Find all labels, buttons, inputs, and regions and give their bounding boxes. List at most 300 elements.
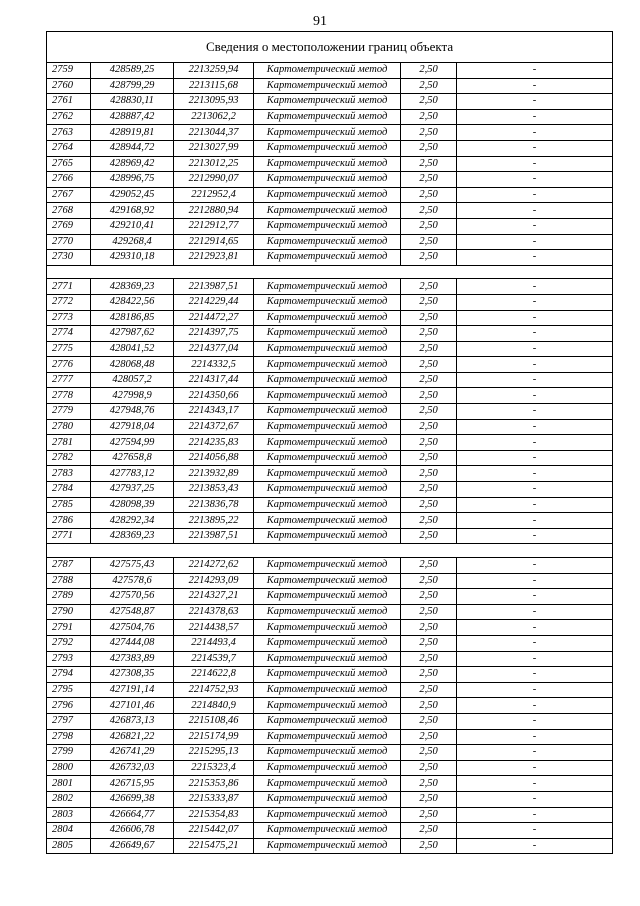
table-row <box>47 357 613 373</box>
table-body <box>47 32 613 854</box>
accuracy-cell: 2,50 <box>401 218 457 234</box>
table-row <box>47 760 613 776</box>
accuracy-cell: 2,50 <box>401 156 457 172</box>
x-coordinate-cell: 429310,18 <box>91 250 174 266</box>
accuracy-cell: 2,50 <box>401 651 457 667</box>
x-coordinate-cell: 426699,38 <box>91 791 174 807</box>
description-cell: - <box>457 497 613 513</box>
accuracy-cell: 2,50 <box>401 341 457 357</box>
y-coordinate-cell: 2215174,99 <box>174 729 254 745</box>
table-row <box>47 404 613 420</box>
table-row <box>47 698 613 714</box>
accuracy-cell: 2,50 <box>401 482 457 498</box>
x-coordinate-cell: 427383,89 <box>91 651 174 667</box>
y-coordinate-cell: 2214327,21 <box>174 589 254 605</box>
accuracy-cell: 2,50 <box>401 450 457 466</box>
x-coordinate-cell: 428919,81 <box>91 125 174 141</box>
y-coordinate-cell: 2214343,17 <box>174 404 254 420</box>
y-coordinate-cell: 2215353,86 <box>174 776 254 792</box>
table-row <box>47 279 613 295</box>
description-cell: - <box>457 218 613 234</box>
table-row <box>47 807 613 823</box>
x-coordinate-cell: 428799,29 <box>91 78 174 94</box>
table-row <box>47 156 613 172</box>
point-number-cell: 2771 <box>47 279 91 295</box>
method-cell: Картометрический метод <box>254 482 401 498</box>
method-cell: Картометрический метод <box>254 528 401 544</box>
method-cell: Картометрический метод <box>254 791 401 807</box>
description-cell: - <box>457 372 613 388</box>
method-cell: Картометрический метод <box>254 326 401 342</box>
y-coordinate-cell: 2213987,51 <box>174 528 254 544</box>
accuracy-cell: 2,50 <box>401 419 457 435</box>
y-coordinate-cell: 2212912,77 <box>174 218 254 234</box>
method-cell: Картометрический метод <box>254 125 401 141</box>
point-number-cell: 2804 <box>47 823 91 839</box>
table-row <box>47 729 613 745</box>
method-cell: Картометрический метод <box>254 682 401 698</box>
method-cell: Картометрический метод <box>254 776 401 792</box>
point-number-cell: 2796 <box>47 698 91 714</box>
y-coordinate-cell: 2214056,88 <box>174 450 254 466</box>
accuracy-cell: 2,50 <box>401 466 457 482</box>
description-cell: - <box>457 172 613 188</box>
accuracy-cell: 2,50 <box>401 729 457 745</box>
x-coordinate-cell: 428969,42 <box>91 156 174 172</box>
accuracy-cell: 2,50 <box>401 807 457 823</box>
y-coordinate-cell: 2214377,04 <box>174 341 254 357</box>
method-cell: Картометрический метод <box>254 404 401 420</box>
table-row <box>47 372 613 388</box>
description-cell: - <box>457 450 613 466</box>
method-cell: Картометрический метод <box>254 279 401 295</box>
table-row <box>47 326 613 342</box>
y-coordinate-cell: 2213895,22 <box>174 513 254 529</box>
y-coordinate-cell: 2213044,37 <box>174 125 254 141</box>
table-row <box>47 558 613 574</box>
y-coordinate-cell: 2214539,7 <box>174 651 254 667</box>
method-cell: Картометрический метод <box>254 729 401 745</box>
description-cell: - <box>457 419 613 435</box>
accuracy-cell: 2,50 <box>401 234 457 250</box>
y-coordinate-cell: 2212880,94 <box>174 203 254 219</box>
description-cell: - <box>457 187 613 203</box>
table-row <box>47 713 613 729</box>
accuracy-cell: 2,50 <box>401 203 457 219</box>
point-number-cell: 2788 <box>47 573 91 589</box>
accuracy-cell: 2,50 <box>401 279 457 295</box>
method-cell: Картометрический метод <box>254 760 401 776</box>
table-row <box>47 172 613 188</box>
point-number-cell: 2793 <box>47 651 91 667</box>
x-coordinate-cell: 429210,41 <box>91 218 174 234</box>
point-number-cell: 2775 <box>47 341 91 357</box>
method-cell: Картометрический метод <box>254 698 401 714</box>
y-coordinate-cell: 2214472,27 <box>174 310 254 326</box>
point-number-cell: 2777 <box>47 372 91 388</box>
description-cell: - <box>457 589 613 605</box>
description-cell: - <box>457 667 613 683</box>
y-coordinate-cell: 2214350,66 <box>174 388 254 404</box>
description-cell: - <box>457 125 613 141</box>
y-coordinate-cell: 2214235,83 <box>174 435 254 451</box>
accuracy-cell: 2,50 <box>401 78 457 94</box>
table-row <box>47 94 613 110</box>
x-coordinate-cell: 427594,99 <box>91 435 174 451</box>
x-coordinate-cell: 429168,92 <box>91 203 174 219</box>
accuracy-cell: 2,50 <box>401 558 457 574</box>
point-number-cell: 2774 <box>47 326 91 342</box>
x-coordinate-cell: 427578,6 <box>91 573 174 589</box>
description-cell: - <box>457 745 613 761</box>
x-coordinate-cell: 429268,4 <box>91 234 174 250</box>
description-cell: - <box>457 791 613 807</box>
accuracy-cell: 2,50 <box>401 388 457 404</box>
accuracy-cell: 2,50 <box>401 250 457 266</box>
method-cell: Картометрический метод <box>254 250 401 266</box>
method-cell: Картометрический метод <box>254 823 401 839</box>
accuracy-cell: 2,50 <box>401 838 457 854</box>
x-coordinate-cell: 428041,52 <box>91 341 174 357</box>
y-coordinate-cell: 2214493,4 <box>174 635 254 651</box>
method-cell: Картометрический метод <box>254 589 401 605</box>
accuracy-cell: 2,50 <box>401 294 457 310</box>
description-cell: - <box>457 310 613 326</box>
method-cell: Картометрический метод <box>254 745 401 761</box>
y-coordinate-cell: 2215323,4 <box>174 760 254 776</box>
point-number-cell: 2789 <box>47 589 91 605</box>
y-coordinate-cell: 2213932,89 <box>174 466 254 482</box>
table-row <box>47 682 613 698</box>
y-coordinate-cell: 2214372,67 <box>174 419 254 435</box>
y-coordinate-cell: 2214272,62 <box>174 558 254 574</box>
table-row <box>47 513 613 529</box>
x-coordinate-cell: 426873,13 <box>91 713 174 729</box>
table-row <box>47 435 613 451</box>
table-row <box>47 573 613 589</box>
x-coordinate-cell: 428996,75 <box>91 172 174 188</box>
x-coordinate-cell: 426715,95 <box>91 776 174 792</box>
point-number-cell: 2772 <box>47 294 91 310</box>
x-coordinate-cell: 427191,14 <box>91 682 174 698</box>
point-number-cell: 2805 <box>47 838 91 854</box>
point-number-cell: 2784 <box>47 482 91 498</box>
table-row <box>47 497 613 513</box>
y-coordinate-cell: 2213062,2 <box>174 109 254 125</box>
description-cell: - <box>457 404 613 420</box>
table-row <box>47 294 613 310</box>
table-row <box>47 482 613 498</box>
accuracy-cell: 2,50 <box>401 682 457 698</box>
description-cell: - <box>457 341 613 357</box>
x-coordinate-cell: 427504,76 <box>91 620 174 636</box>
description-cell: - <box>457 635 613 651</box>
description-cell: - <box>457 203 613 219</box>
contour-separator-row <box>47 544 613 558</box>
x-coordinate-cell: 427937,25 <box>91 482 174 498</box>
x-coordinate-cell: 428589,25 <box>91 63 174 79</box>
y-coordinate-cell: 2212952,4 <box>174 187 254 203</box>
accuracy-cell: 2,50 <box>401 745 457 761</box>
description-cell: - <box>457 156 613 172</box>
point-number-cell: 2768 <box>47 203 91 219</box>
method-cell: Картометрический метод <box>254 78 401 94</box>
x-coordinate-cell: 426649,67 <box>91 838 174 854</box>
table-row <box>47 310 613 326</box>
point-number-cell: 2767 <box>47 187 91 203</box>
point-number-cell: 2759 <box>47 63 91 79</box>
y-coordinate-cell: 2212923,81 <box>174 250 254 266</box>
accuracy-cell: 2,50 <box>401 604 457 620</box>
method-cell: Картометрический метод <box>254 63 401 79</box>
method-cell: Картометрический метод <box>254 234 401 250</box>
point-number-cell: 2770 <box>47 234 91 250</box>
point-number-cell: 2795 <box>47 682 91 698</box>
table-row <box>47 791 613 807</box>
y-coordinate-cell: 2213259,94 <box>174 63 254 79</box>
y-coordinate-cell: 2214378,63 <box>174 604 254 620</box>
method-cell: Картометрический метод <box>254 218 401 234</box>
description-cell: - <box>457 94 613 110</box>
x-coordinate-cell: 428369,23 <box>91 528 174 544</box>
table-row <box>47 745 613 761</box>
point-number-cell: 2781 <box>47 435 91 451</box>
y-coordinate-cell: 2215442,07 <box>174 823 254 839</box>
method-cell: Картометрический метод <box>254 713 401 729</box>
boundary-coordinates-table <box>46 31 613 854</box>
table-row <box>47 203 613 219</box>
x-coordinate-cell: 427101,46 <box>91 698 174 714</box>
table-row <box>47 604 613 620</box>
accuracy-cell: 2,50 <box>401 172 457 188</box>
y-coordinate-cell: 2215295,13 <box>174 745 254 761</box>
table-row <box>47 635 613 651</box>
table-row <box>47 388 613 404</box>
accuracy-cell: 2,50 <box>401 435 457 451</box>
accuracy-cell: 2,50 <box>401 713 457 729</box>
description-cell: - <box>457 326 613 342</box>
accuracy-cell: 2,50 <box>401 404 457 420</box>
y-coordinate-cell: 2213115,68 <box>174 78 254 94</box>
description-cell: - <box>457 620 613 636</box>
y-coordinate-cell: 2213853,43 <box>174 482 254 498</box>
description-cell: - <box>457 109 613 125</box>
point-number-cell: 2766 <box>47 172 91 188</box>
description-cell: - <box>457 250 613 266</box>
point-number-cell: 2790 <box>47 604 91 620</box>
description-cell: - <box>457 604 613 620</box>
method-cell: Картометрический метод <box>254 172 401 188</box>
description-cell: - <box>457 78 613 94</box>
method-cell: Картометрический метод <box>254 558 401 574</box>
accuracy-cell: 2,50 <box>401 357 457 373</box>
description-cell: - <box>457 63 613 79</box>
table-row <box>47 218 613 234</box>
point-number-cell: 2801 <box>47 776 91 792</box>
method-cell: Картометрический метод <box>254 807 401 823</box>
accuracy-cell: 2,50 <box>401 791 457 807</box>
point-number-cell: 2785 <box>47 497 91 513</box>
table-row <box>47 109 613 125</box>
method-cell: Картометрический метод <box>254 94 401 110</box>
method-cell: Картометрический метод <box>254 435 401 451</box>
y-coordinate-cell: 2214752,93 <box>174 682 254 698</box>
y-coordinate-cell: 2214622,8 <box>174 667 254 683</box>
method-cell: Картометрический метод <box>254 372 401 388</box>
x-coordinate-cell: 428944,72 <box>91 140 174 156</box>
description-cell: - <box>457 140 613 156</box>
description-cell: - <box>457 513 613 529</box>
accuracy-cell: 2,50 <box>401 823 457 839</box>
table-row <box>47 450 613 466</box>
y-coordinate-cell: 2213027,99 <box>174 140 254 156</box>
table-row <box>47 823 613 839</box>
method-cell: Картометрический метод <box>254 187 401 203</box>
y-coordinate-cell: 2215333,87 <box>174 791 254 807</box>
contour-separator-row <box>47 265 613 279</box>
method-cell: Картометрический метод <box>254 109 401 125</box>
method-cell: Картометрический метод <box>254 838 401 854</box>
description-cell: - <box>457 388 613 404</box>
accuracy-cell: 2,50 <box>401 109 457 125</box>
y-coordinate-cell: 2213836,78 <box>174 497 254 513</box>
y-coordinate-cell: 2214840,9 <box>174 698 254 714</box>
accuracy-cell: 2,50 <box>401 94 457 110</box>
description-cell: - <box>457 682 613 698</box>
table-row <box>47 78 613 94</box>
point-number-cell: 2760 <box>47 78 91 94</box>
method-cell: Картометрический метод <box>254 294 401 310</box>
point-number-cell: 2803 <box>47 807 91 823</box>
x-coordinate-cell: 426664,77 <box>91 807 174 823</box>
method-cell: Картометрический метод <box>254 604 401 620</box>
method-cell: Картометрический метод <box>254 667 401 683</box>
accuracy-cell: 2,50 <box>401 698 457 714</box>
y-coordinate-cell: 2215354,83 <box>174 807 254 823</box>
x-coordinate-cell: 426741,29 <box>91 745 174 761</box>
description-cell: - <box>457 651 613 667</box>
method-cell: Картометрический метод <box>254 513 401 529</box>
x-coordinate-cell: 428068,48 <box>91 357 174 373</box>
x-coordinate-cell: 427570,56 <box>91 589 174 605</box>
x-coordinate-cell: 428292,34 <box>91 513 174 529</box>
method-cell: Картометрический метод <box>254 341 401 357</box>
accuracy-cell: 2,50 <box>401 776 457 792</box>
point-number-cell: 2780 <box>47 419 91 435</box>
method-cell: Картометрический метод <box>254 388 401 404</box>
description-cell: - <box>457 466 613 482</box>
point-number-cell: 2769 <box>47 218 91 234</box>
table-row <box>47 589 613 605</box>
contour-separator <box>47 265 613 279</box>
method-cell: Картометрический метод <box>254 497 401 513</box>
method-cell: Картометрический метод <box>254 573 401 589</box>
method-cell: Картометрический метод <box>254 450 401 466</box>
x-coordinate-cell: 428887,42 <box>91 109 174 125</box>
x-coordinate-cell: 427658,8 <box>91 450 174 466</box>
description-cell: - <box>457 807 613 823</box>
accuracy-cell: 2,50 <box>401 187 457 203</box>
method-cell: Картометрический метод <box>254 357 401 373</box>
y-coordinate-cell: 2214317,44 <box>174 372 254 388</box>
method-cell: Картометрический метод <box>254 620 401 636</box>
x-coordinate-cell: 426606,78 <box>91 823 174 839</box>
point-number-cell: 2786 <box>47 513 91 529</box>
method-cell: Картометрический метод <box>254 140 401 156</box>
x-coordinate-cell: 427575,43 <box>91 558 174 574</box>
accuracy-cell: 2,50 <box>401 310 457 326</box>
point-number-cell: 2776 <box>47 357 91 373</box>
description-cell: - <box>457 482 613 498</box>
table-row <box>47 620 613 636</box>
table-row <box>47 63 613 79</box>
accuracy-cell: 2,50 <box>401 513 457 529</box>
accuracy-cell: 2,50 <box>401 635 457 651</box>
x-coordinate-cell: 427783,12 <box>91 466 174 482</box>
point-number-cell: 2787 <box>47 558 91 574</box>
accuracy-cell: 2,50 <box>401 497 457 513</box>
table-row <box>47 250 613 266</box>
point-number-cell: 2792 <box>47 635 91 651</box>
point-number-cell: 2765 <box>47 156 91 172</box>
description-cell: - <box>457 713 613 729</box>
point-number-cell: 2773 <box>47 310 91 326</box>
table-row <box>47 341 613 357</box>
x-coordinate-cell: 428422,56 <box>91 294 174 310</box>
accuracy-cell: 2,50 <box>401 573 457 589</box>
method-cell: Картометрический метод <box>254 310 401 326</box>
point-number-cell: 2763 <box>47 125 91 141</box>
x-coordinate-cell: 427308,35 <box>91 667 174 683</box>
point-number-cell: 2791 <box>47 620 91 636</box>
point-number-cell: 2764 <box>47 140 91 156</box>
x-coordinate-cell: 426732,03 <box>91 760 174 776</box>
y-coordinate-cell: 2215108,46 <box>174 713 254 729</box>
point-number-cell: 2761 <box>47 94 91 110</box>
method-cell: Картометрический метод <box>254 419 401 435</box>
method-cell: Картометрический метод <box>254 635 401 651</box>
accuracy-cell: 2,50 <box>401 326 457 342</box>
point-number-cell: 2800 <box>47 760 91 776</box>
page-number: 91 <box>313 14 327 29</box>
point-number-cell: 2762 <box>47 109 91 125</box>
accuracy-cell: 2,50 <box>401 125 457 141</box>
x-coordinate-cell: 428098,39 <box>91 497 174 513</box>
point-number-cell: 2783 <box>47 466 91 482</box>
point-number-cell: 2798 <box>47 729 91 745</box>
description-cell: - <box>457 776 613 792</box>
x-coordinate-cell: 427998,9 <box>91 388 174 404</box>
description-cell: - <box>457 823 613 839</box>
table-row <box>47 187 613 203</box>
point-number-cell: 2778 <box>47 388 91 404</box>
boundary-coordinates-sheet <box>46 31 612 854</box>
y-coordinate-cell: 2213012,25 <box>174 156 254 172</box>
point-number-cell: 2779 <box>47 404 91 420</box>
y-coordinate-cell: 2214332,5 <box>174 357 254 373</box>
description-cell: - <box>457 279 613 295</box>
table-row <box>47 125 613 141</box>
description-cell: - <box>457 294 613 310</box>
table-row <box>47 667 613 683</box>
x-coordinate-cell: 426821,22 <box>91 729 174 745</box>
description-cell: - <box>457 698 613 714</box>
method-cell: Картометрический метод <box>254 651 401 667</box>
point-number-cell: 2782 <box>47 450 91 466</box>
x-coordinate-cell: 428186,85 <box>91 310 174 326</box>
method-cell: Картометрический метод <box>254 203 401 219</box>
table-title-row <box>47 32 613 63</box>
